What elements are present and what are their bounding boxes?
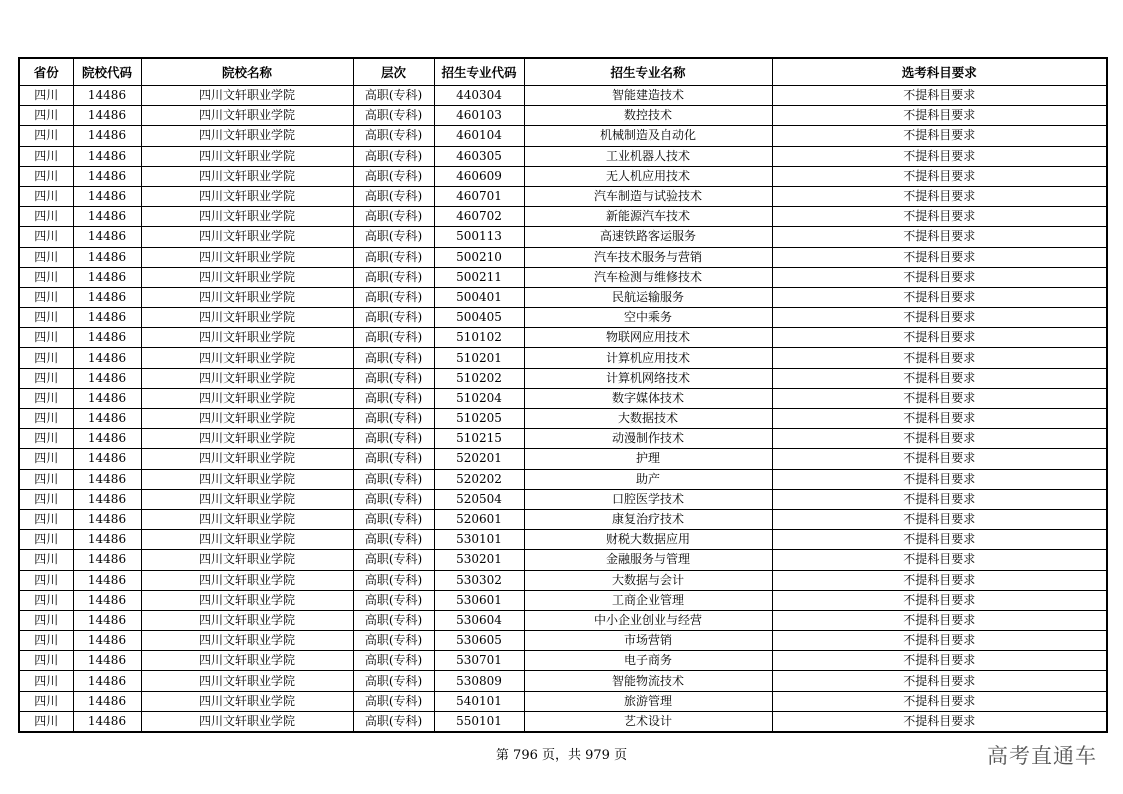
cell-school-code: 14486 bbox=[73, 106, 141, 126]
table-row bbox=[19, 106, 1107, 126]
cell-major-code: 530604 bbox=[434, 610, 524, 630]
cell-subject-requirement: 不提科目要求 bbox=[772, 530, 1107, 550]
cell-level: 高职(专科) bbox=[353, 691, 434, 711]
cell-level: 高职(专科) bbox=[353, 328, 434, 348]
cell-province: 四川 bbox=[19, 247, 73, 267]
cell-major-code: 460104 bbox=[434, 126, 524, 146]
cell-province: 四川 bbox=[19, 409, 73, 429]
cell-major-name: 康复治疗技术 bbox=[524, 509, 772, 529]
table-row bbox=[19, 348, 1107, 368]
cell-school-name: 四川文轩职业学院 bbox=[141, 449, 353, 469]
cell-subject-requirement: 不提科目要求 bbox=[772, 227, 1107, 247]
cell-school-name: 四川文轩职业学院 bbox=[141, 368, 353, 388]
cell-province: 四川 bbox=[19, 126, 73, 146]
table-row bbox=[19, 449, 1107, 469]
cell-school-name: 四川文轩职业学院 bbox=[141, 247, 353, 267]
cell-school-code: 14486 bbox=[73, 126, 141, 146]
cell-school-code: 14486 bbox=[73, 267, 141, 287]
cell-school-code: 14486 bbox=[73, 287, 141, 307]
cell-province: 四川 bbox=[19, 368, 73, 388]
cell-province: 四川 bbox=[19, 146, 73, 166]
cell-level: 高职(专科) bbox=[353, 631, 434, 651]
cell-school-name: 四川文轩职业学院 bbox=[141, 106, 353, 126]
cell-subject-requirement: 不提科目要求 bbox=[772, 509, 1107, 529]
table-row bbox=[19, 287, 1107, 307]
cell-province: 四川 bbox=[19, 267, 73, 287]
table-row bbox=[19, 590, 1107, 610]
cell-school-name: 四川文轩职业学院 bbox=[141, 186, 353, 206]
cell-province: 四川 bbox=[19, 429, 73, 449]
cell-major-name: 物联网应用技术 bbox=[524, 328, 772, 348]
cell-school-name: 四川文轩职业学院 bbox=[141, 429, 353, 449]
cell-subject-requirement: 不提科目要求 bbox=[772, 711, 1107, 732]
cell-level: 高职(专科) bbox=[353, 207, 434, 227]
cell-province: 四川 bbox=[19, 691, 73, 711]
cell-province: 四川 bbox=[19, 287, 73, 307]
cell-province: 四川 bbox=[19, 348, 73, 368]
table-row bbox=[19, 207, 1107, 227]
cell-subject-requirement: 不提科目要求 bbox=[772, 146, 1107, 166]
table-row bbox=[19, 651, 1107, 671]
cell-school-code: 14486 bbox=[73, 691, 141, 711]
cell-school-name: 四川文轩职业学院 bbox=[141, 267, 353, 287]
table-row bbox=[19, 388, 1107, 408]
cell-province: 四川 bbox=[19, 388, 73, 408]
cell-province: 四川 bbox=[19, 711, 73, 732]
cell-school-code: 14486 bbox=[73, 631, 141, 651]
cell-school-code: 14486 bbox=[73, 86, 141, 106]
cell-school-name: 四川文轩职业学院 bbox=[141, 610, 353, 630]
table-row bbox=[19, 308, 1107, 328]
cell-major-code: 440304 bbox=[434, 86, 524, 106]
cell-major-code: 500113 bbox=[434, 227, 524, 247]
cell-school-name: 四川文轩职业学院 bbox=[141, 550, 353, 570]
cell-level: 高职(专科) bbox=[353, 267, 434, 287]
cell-school-name: 四川文轩职业学院 bbox=[141, 86, 353, 106]
cell-major-name: 数字媒体技术 bbox=[524, 388, 772, 408]
cell-major-code: 520601 bbox=[434, 509, 524, 529]
cell-subject-requirement: 不提科目要求 bbox=[772, 247, 1107, 267]
cell-school-code: 14486 bbox=[73, 590, 141, 610]
table-row bbox=[19, 631, 1107, 651]
cell-subject-requirement: 不提科目要求 bbox=[772, 651, 1107, 671]
cell-major-code: 520202 bbox=[434, 469, 524, 489]
cell-subject-requirement: 不提科目要求 bbox=[772, 86, 1107, 106]
cell-level: 高职(专科) bbox=[353, 308, 434, 328]
cell-school-name: 四川文轩职业学院 bbox=[141, 409, 353, 429]
cell-subject-requirement: 不提科目要求 bbox=[772, 489, 1107, 509]
cell-major-code: 530601 bbox=[434, 590, 524, 610]
cell-subject-requirement: 不提科目要求 bbox=[772, 348, 1107, 368]
cell-province: 四川 bbox=[19, 207, 73, 227]
cell-major-name: 智能物流技术 bbox=[524, 671, 772, 691]
cell-major-code: 460103 bbox=[434, 106, 524, 126]
cell-subject-requirement: 不提科目要求 bbox=[772, 550, 1107, 570]
cell-level: 高职(专科) bbox=[353, 227, 434, 247]
table-row bbox=[19, 409, 1107, 429]
cell-school-name: 四川文轩职业学院 bbox=[141, 711, 353, 732]
cell-major-code: 500211 bbox=[434, 267, 524, 287]
table-row bbox=[19, 186, 1107, 206]
table-row bbox=[19, 530, 1107, 550]
table-row bbox=[19, 711, 1107, 732]
cell-major-name: 民航运输服务 bbox=[524, 287, 772, 307]
cell-major-name: 数控技术 bbox=[524, 106, 772, 126]
cell-province: 四川 bbox=[19, 186, 73, 206]
cell-major-name: 动漫制作技术 bbox=[524, 429, 772, 449]
cell-major-code: 500405 bbox=[434, 308, 524, 328]
cell-level: 高职(专科) bbox=[353, 409, 434, 429]
admissions-table bbox=[18, 57, 1108, 733]
cell-school-name: 四川文轩职业学院 bbox=[141, 671, 353, 691]
cell-school-code: 14486 bbox=[73, 550, 141, 570]
cell-school-code: 14486 bbox=[73, 186, 141, 206]
cell-major-code: 530101 bbox=[434, 530, 524, 550]
cell-subject-requirement: 不提科目要求 bbox=[772, 469, 1107, 489]
cell-level: 高职(专科) bbox=[353, 287, 434, 307]
cell-major-code: 520504 bbox=[434, 489, 524, 509]
header-school-name: 院校名称 bbox=[141, 58, 353, 86]
cell-level: 高职(专科) bbox=[353, 590, 434, 610]
table-body bbox=[19, 86, 1107, 733]
cell-level: 高职(专科) bbox=[353, 368, 434, 388]
cell-school-code: 14486 bbox=[73, 207, 141, 227]
cell-subject-requirement: 不提科目要求 bbox=[772, 368, 1107, 388]
cell-province: 四川 bbox=[19, 106, 73, 126]
cell-level: 高职(专科) bbox=[353, 186, 434, 206]
cell-major-code: 510205 bbox=[434, 409, 524, 429]
cell-level: 高职(专科) bbox=[353, 671, 434, 691]
cell-level: 高职(专科) bbox=[353, 166, 434, 186]
table-header-row bbox=[19, 58, 1107, 86]
cell-school-name: 四川文轩职业学院 bbox=[141, 287, 353, 307]
cell-subject-requirement: 不提科目要求 bbox=[772, 631, 1107, 651]
cell-major-name: 旅游管理 bbox=[524, 691, 772, 711]
cell-level: 高职(专科) bbox=[353, 247, 434, 267]
cell-school-code: 14486 bbox=[73, 227, 141, 247]
page-number: 第 796 页，共 979 页 bbox=[495, 748, 628, 763]
cell-major-code: 510201 bbox=[434, 348, 524, 368]
table-row bbox=[19, 267, 1107, 287]
cell-major-code: 500210 bbox=[434, 247, 524, 267]
cell-province: 四川 bbox=[19, 469, 73, 489]
cell-school-name: 四川文轩职业学院 bbox=[141, 691, 353, 711]
cell-school-name: 四川文轩职业学院 bbox=[141, 166, 353, 186]
table-row bbox=[19, 126, 1107, 146]
cell-level: 高职(专科) bbox=[353, 651, 434, 671]
cell-school-code: 14486 bbox=[73, 671, 141, 691]
cell-major-code: 530701 bbox=[434, 651, 524, 671]
cell-province: 四川 bbox=[19, 530, 73, 550]
cell-level: 高职(专科) bbox=[353, 388, 434, 408]
cell-province: 四川 bbox=[19, 328, 73, 348]
cell-major-code: 460305 bbox=[434, 146, 524, 166]
cell-subject-requirement: 不提科目要求 bbox=[772, 388, 1107, 408]
cell-major-name: 汽车检测与维修技术 bbox=[524, 267, 772, 287]
cell-school-name: 四川文轩职业学院 bbox=[141, 328, 353, 348]
cell-school-code: 14486 bbox=[73, 146, 141, 166]
cell-subject-requirement: 不提科目要求 bbox=[772, 328, 1107, 348]
cell-major-name: 中小企业创业与经营 bbox=[524, 610, 772, 630]
cell-subject-requirement: 不提科目要求 bbox=[772, 186, 1107, 206]
cell-level: 高职(专科) bbox=[353, 610, 434, 630]
cell-province: 四川 bbox=[19, 166, 73, 186]
cell-level: 高职(专科) bbox=[353, 429, 434, 449]
header-school-code: 院校代码 bbox=[73, 58, 141, 86]
cell-subject-requirement: 不提科目要求 bbox=[772, 691, 1107, 711]
cell-school-code: 14486 bbox=[73, 570, 141, 590]
cell-major-name: 高速铁路客运服务 bbox=[524, 227, 772, 247]
header-major-code: 招生专业代码 bbox=[434, 58, 524, 86]
cell-school-name: 四川文轩职业学院 bbox=[141, 207, 353, 227]
cell-major-name: 汽车技术服务与营销 bbox=[524, 247, 772, 267]
table-row bbox=[19, 146, 1107, 166]
table-row bbox=[19, 247, 1107, 267]
cell-major-name: 工商企业管理 bbox=[524, 590, 772, 610]
cell-major-name: 金融服务与管理 bbox=[524, 550, 772, 570]
cell-subject-requirement: 不提科目要求 bbox=[772, 570, 1107, 590]
cell-school-name: 四川文轩职业学院 bbox=[141, 388, 353, 408]
cell-school-code: 14486 bbox=[73, 328, 141, 348]
cell-subject-requirement: 不提科目要求 bbox=[772, 590, 1107, 610]
cell-level: 高职(专科) bbox=[353, 530, 434, 550]
cell-major-name: 护理 bbox=[524, 449, 772, 469]
cell-school-code: 14486 bbox=[73, 509, 141, 529]
table-row bbox=[19, 691, 1107, 711]
cell-major-code: 530809 bbox=[434, 671, 524, 691]
cell-school-code: 14486 bbox=[73, 409, 141, 429]
cell-major-name: 智能建造技术 bbox=[524, 86, 772, 106]
cell-level: 高职(专科) bbox=[353, 106, 434, 126]
table-row bbox=[19, 368, 1107, 388]
cell-level: 高职(专科) bbox=[353, 711, 434, 732]
cell-subject-requirement: 不提科目要求 bbox=[772, 287, 1107, 307]
cell-school-code: 14486 bbox=[73, 489, 141, 509]
cell-province: 四川 bbox=[19, 550, 73, 570]
cell-province: 四川 bbox=[19, 86, 73, 106]
cell-province: 四川 bbox=[19, 590, 73, 610]
cell-level: 高职(专科) bbox=[353, 509, 434, 529]
cell-province: 四川 bbox=[19, 509, 73, 529]
cell-major-code: 460609 bbox=[434, 166, 524, 186]
cell-subject-requirement: 不提科目要求 bbox=[772, 308, 1107, 328]
cell-major-code: 530605 bbox=[434, 631, 524, 651]
cell-school-name: 四川文轩职业学院 bbox=[141, 651, 353, 671]
cell-major-name: 财税大数据应用 bbox=[524, 530, 772, 550]
cell-level: 高职(专科) bbox=[353, 550, 434, 570]
cell-province: 四川 bbox=[19, 651, 73, 671]
cell-level: 高职(专科) bbox=[353, 86, 434, 106]
cell-school-name: 四川文轩职业学院 bbox=[141, 509, 353, 529]
table-row bbox=[19, 227, 1107, 247]
cell-major-code: 510202 bbox=[434, 368, 524, 388]
table-row bbox=[19, 550, 1107, 570]
cell-major-name: 大数据与会计 bbox=[524, 570, 772, 590]
cell-subject-requirement: 不提科目要求 bbox=[772, 267, 1107, 287]
cell-school-code: 14486 bbox=[73, 368, 141, 388]
cell-school-name: 四川文轩职业学院 bbox=[141, 146, 353, 166]
cell-province: 四川 bbox=[19, 610, 73, 630]
cell-major-name: 新能源汽车技术 bbox=[524, 207, 772, 227]
cell-subject-requirement: 不提科目要求 bbox=[772, 106, 1107, 126]
cell-province: 四川 bbox=[19, 308, 73, 328]
cell-level: 高职(专科) bbox=[353, 146, 434, 166]
cell-major-name: 市场营销 bbox=[524, 631, 772, 651]
table-row bbox=[19, 509, 1107, 529]
cell-major-code: 510102 bbox=[434, 328, 524, 348]
cell-school-name: 四川文轩职业学院 bbox=[141, 590, 353, 610]
cell-province: 四川 bbox=[19, 570, 73, 590]
cell-major-name: 空中乘务 bbox=[524, 308, 772, 328]
header-level: 层次 bbox=[353, 58, 434, 86]
cell-major-code: 510204 bbox=[434, 388, 524, 408]
cell-subject-requirement: 不提科目要求 bbox=[772, 409, 1107, 429]
cell-level: 高职(专科) bbox=[353, 570, 434, 590]
cell-subject-requirement: 不提科目要求 bbox=[772, 449, 1107, 469]
cell-province: 四川 bbox=[19, 227, 73, 247]
cell-major-code: 530302 bbox=[434, 570, 524, 590]
cell-school-name: 四川文轩职业学院 bbox=[141, 631, 353, 651]
cell-level: 高职(专科) bbox=[353, 348, 434, 368]
cell-subject-requirement: 不提科目要求 bbox=[772, 610, 1107, 630]
header-province: 省份 bbox=[19, 58, 73, 86]
cell-school-code: 14486 bbox=[73, 530, 141, 550]
table-row bbox=[19, 429, 1107, 449]
cell-major-code: 540101 bbox=[434, 691, 524, 711]
cell-subject-requirement: 不提科目要求 bbox=[772, 429, 1107, 449]
watermark-logo: 高考直通车 bbox=[987, 744, 1097, 768]
cell-school-name: 四川文轩职业学院 bbox=[141, 469, 353, 489]
table-row bbox=[19, 328, 1107, 348]
cell-school-code: 14486 bbox=[73, 610, 141, 630]
cell-major-name: 无人机应用技术 bbox=[524, 166, 772, 186]
cell-major-code: 520201 bbox=[434, 449, 524, 469]
cell-province: 四川 bbox=[19, 449, 73, 469]
cell-subject-requirement: 不提科目要求 bbox=[772, 671, 1107, 691]
cell-subject-requirement: 不提科目要求 bbox=[772, 166, 1107, 186]
cell-school-name: 四川文轩职业学院 bbox=[141, 530, 353, 550]
table-row bbox=[19, 489, 1107, 509]
table-row bbox=[19, 86, 1107, 106]
cell-major-name: 计算机应用技术 bbox=[524, 348, 772, 368]
cell-subject-requirement: 不提科目要求 bbox=[772, 207, 1107, 227]
cell-school-name: 四川文轩职业学院 bbox=[141, 308, 353, 328]
cell-school-name: 四川文轩职业学院 bbox=[141, 489, 353, 509]
cell-province: 四川 bbox=[19, 671, 73, 691]
cell-school-code: 14486 bbox=[73, 388, 141, 408]
cell-school-code: 14486 bbox=[73, 247, 141, 267]
cell-major-name: 电子商务 bbox=[524, 651, 772, 671]
cell-school-name: 四川文轩职业学院 bbox=[141, 126, 353, 146]
cell-major-name: 大数据技术 bbox=[524, 409, 772, 429]
cell-level: 高职(专科) bbox=[353, 126, 434, 146]
cell-major-code: 530201 bbox=[434, 550, 524, 570]
header-major-name: 招生专业名称 bbox=[524, 58, 772, 86]
cell-school-code: 14486 bbox=[73, 166, 141, 186]
table-row bbox=[19, 671, 1107, 691]
cell-school-code: 14486 bbox=[73, 308, 141, 328]
cell-major-name: 工业机器人技术 bbox=[524, 146, 772, 166]
cell-major-code: 500401 bbox=[434, 287, 524, 307]
cell-school-code: 14486 bbox=[73, 348, 141, 368]
cell-major-code: 460701 bbox=[434, 186, 524, 206]
cell-major-code: 460702 bbox=[434, 207, 524, 227]
table-row bbox=[19, 469, 1107, 489]
cell-major-name: 口腔医学技术 bbox=[524, 489, 772, 509]
cell-school-code: 14486 bbox=[73, 469, 141, 489]
table-row bbox=[19, 570, 1107, 590]
cell-major-name: 机械制造及自动化 bbox=[524, 126, 772, 146]
cell-school-name: 四川文轩职业学院 bbox=[141, 570, 353, 590]
cell-school-name: 四川文轩职业学院 bbox=[141, 348, 353, 368]
cell-major-name: 计算机网络技术 bbox=[524, 368, 772, 388]
cell-level: 高职(专科) bbox=[353, 449, 434, 469]
cell-major-code: 550101 bbox=[434, 711, 524, 732]
cell-major-name: 助产 bbox=[524, 469, 772, 489]
cell-school-name: 四川文轩职业学院 bbox=[141, 227, 353, 247]
cell-major-code: 510215 bbox=[434, 429, 524, 449]
cell-level: 高职(专科) bbox=[353, 469, 434, 489]
cell-school-code: 14486 bbox=[73, 711, 141, 732]
table-row bbox=[19, 610, 1107, 630]
cell-level: 高职(专科) bbox=[353, 489, 434, 509]
cell-major-name: 艺术设计 bbox=[524, 711, 772, 732]
cell-major-name: 汽车制造与试验技术 bbox=[524, 186, 772, 206]
header-subject-requirement: 选考科目要求 bbox=[772, 58, 1107, 86]
cell-school-code: 14486 bbox=[73, 449, 141, 469]
cell-school-code: 14486 bbox=[73, 429, 141, 449]
cell-school-code: 14486 bbox=[73, 651, 141, 671]
cell-province: 四川 bbox=[19, 489, 73, 509]
cell-subject-requirement: 不提科目要求 bbox=[772, 126, 1107, 146]
table-row bbox=[19, 166, 1107, 186]
cell-province: 四川 bbox=[19, 631, 73, 651]
